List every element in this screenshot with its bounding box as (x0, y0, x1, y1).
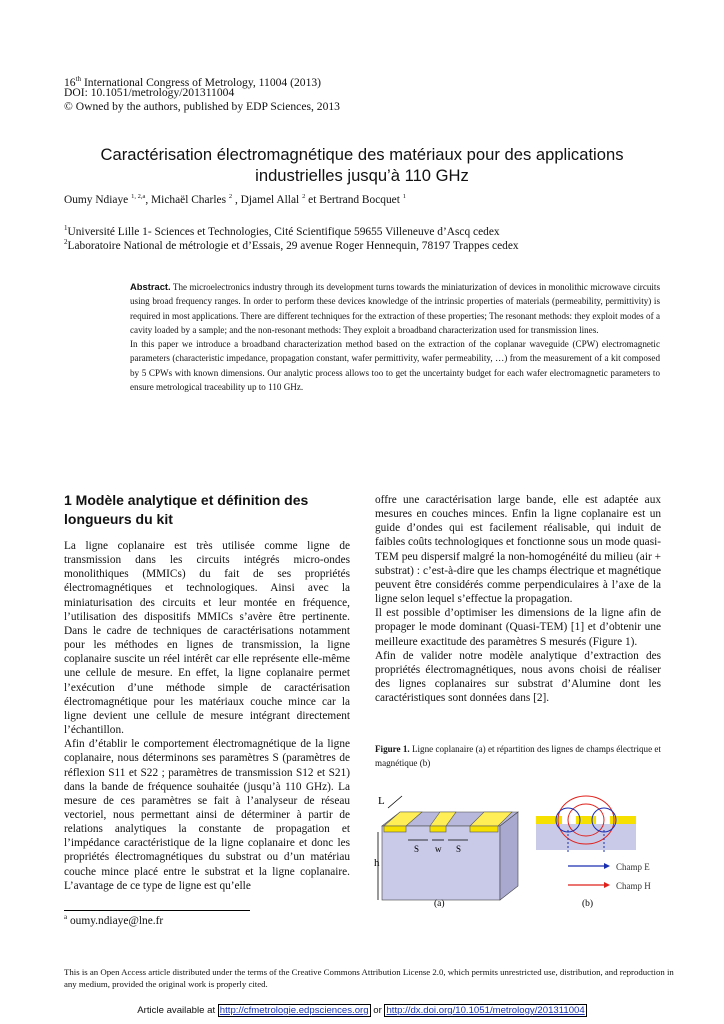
doi-link[interactable]: http://dx.doi.org/10.1051/metrology/201311004 (386, 1005, 585, 1016)
author-name: , Michaël Charles (145, 193, 227, 206)
panel-b-label: (b) (582, 899, 594, 909)
coplanar-line-diagram (374, 795, 518, 909)
field-lines-diagram (536, 796, 651, 909)
author-affiliation-sup: 2 (302, 193, 306, 200)
author-affiliation-sup: 1 (402, 193, 406, 200)
section-heading: 1 Modèle analytique et définition des longueurs du kit (64, 492, 309, 527)
journal-link[interactable]: http://cfmetrologie.edpsciences.org (219, 1005, 369, 1016)
label-S1: S (414, 844, 420, 854)
title-line-1: Caractérisation électromagnétique des matériaux pour des applications (100, 145, 624, 164)
field-signal (576, 816, 596, 824)
length-arrow (388, 796, 402, 808)
body-paragraph: offre une caractérisation large bande, elle est adaptée aux mesures en couches minces. Enfin la ligne coplanaire est un guide d’ondes qui est facilement réalisable, qui induit de faibles coûts technologiques et fonctionne sous un mode quasi-TEM peu dispersif malgré la non-homogénéité du milieu (air + substrat) : c’est-à-dire que les champs électrique et magnétique peuvent être considérés comme perpendiculaires à l’axe de la ligne selon lequel s’effectue la propagation. (375, 494, 661, 606)
congress-sup: th (75, 75, 82, 83)
abstract-paragraph-2: In this paper we introduce a broadband characterization method based on the extraction of the coplanar waveguide (CPW) electromagnetic parameters (characteristic impedance, propagation constant, wafer permittivity, wafer permeability, …) from the measurement of a kit composed by 5 CPWs with known dimensions. Our analytic process allows too to get the uncertainty budget for each wafer electromagnetic parameters to ensure metrological traceability up to 110 GHz. (130, 339, 660, 393)
figure-caption-text: Ligne coplanaire (a) et répartition des lignes de champs électrique et magnétique (b) (375, 744, 661, 768)
doi-line: DOI: 10.1051/metrology/201311004 (64, 86, 235, 99)
body-paragraph: La ligne coplanaire est très utilisée comme ligne de transmission dans les circuits intégrés micro-ondes monolithiques (MMICs) du fait de ses propriétés électromagnétiques et technologiques. Ainsi avec la miniaturisation des circuits et leur montée en fréquence, l’utilisation des dispositifs MMICs s’avère être pertinente. Dans le cadre de techniques de caractérisations notamment pour les méthodes en lignes de transmission, la ligne coplanaire suscite un réel intérêt car elle représente elle-même une cellule de mesure. En effet, la ligne coplanaire permet l’exécution d’une méthode simple de caractérisation électromagnétique pour les matériaux couche mince car la ligne devient une cellule de mesure intégrant directement l’échantillon. (64, 540, 350, 737)
affiliation-sup: 1 (64, 224, 68, 232)
figure-1 (372, 786, 664, 910)
footnote-rule (64, 910, 250, 911)
panel-a-label: (a) (434, 899, 445, 909)
field-substrate (536, 824, 636, 850)
ground-conductor-right-front (470, 826, 498, 832)
right-column (375, 493, 661, 705)
label-h: h (374, 857, 380, 869)
availability-line (40, 1005, 684, 1016)
abstract-paragraph-1 (130, 280, 660, 337)
affiliation-text: Laboratoire National de métrologie et d’Essais, 29 avenue Roger Hennequin, 78197 Trappes cedex (67, 239, 519, 252)
affiliation-text: Université Lille 1- Sciences et Technologies, Cité Scientifique 59655 Villeneuve d’Ascq cedex (67, 225, 500, 238)
affiliation-2 (64, 235, 519, 253)
label-w: w (435, 844, 442, 854)
author-name: Oumy Ndiaye (64, 193, 129, 206)
affiliation-sup: 2 (64, 238, 68, 246)
left-column (64, 539, 350, 893)
abstract-text: The microelectronics industry through its development turns towards the miniaturization of devices in monolithic microwave circuits using broad frequency ranges. In order to perform these devices knowledge of the intrinsic properties of materials (permeability, permittivity) is required in most applications. There are different techniques for the extraction of these properties; The resonant methods: they exploit modes of a cavity loaded by a sample; and the non-resonant methods: They exploit a broadband characterization used for transmission lines. (130, 282, 660, 335)
congress-title: International Congress of Metrology, 11004 (2013) (81, 75, 322, 89)
footnote (64, 913, 163, 927)
abstract (130, 280, 660, 394)
availability-separator: or (370, 1005, 385, 1016)
label-S2: S (456, 844, 462, 854)
copyright-line (64, 100, 340, 114)
substrate-side (500, 812, 518, 900)
paper-title (40, 144, 684, 186)
copyright-symbol: © (64, 100, 73, 113)
body-paragraph: Il est possible d’optimiser les dimensions de la ligne afin de propager le mode dominant (Quasi-TEM) [1] et d’obtenir une meilleure exactitude des paramètres S mesurés (Figure 1). (375, 607, 661, 648)
author-affiliation-sup: 2 (228, 193, 233, 200)
ground-conductor-left-front (384, 826, 406, 832)
substrate-body (382, 826, 500, 900)
signal-conductor-front (430, 826, 446, 832)
availability-prefix: Article available at (137, 1005, 218, 1016)
body-paragraph: Afin d’établir le comportement électromagnétique de la ligne coplanaire, nous déterminons ses paramètres S (paramètres de réflexion S11 et S22 ; paramètres de transmission S12 et S21) dans la bande de fréquence souhaitée (jusqu’à 110 GHz). La mesure de ces paramètres se fait à l’analyseur de réseau vectoriel, nous permettant ainsi de déterminer à partir de relations analytiques la constante de propagation et l’impédance caractéristique de la ligne coplanaire et donc les propriétés électromagnétiques du substrat ou d’un matériau couche mince placé entre le substrat et la ligne coplanaire. L’avantage de ce type de ligne est qu’elle (64, 738, 350, 892)
abstract-label: Abstract. (130, 281, 171, 292)
title-line-2: industrielles jusqu’à 110 GHz (255, 166, 469, 185)
copyright-text: Owned by the authors, published by EDP Sciences, 2013 (72, 100, 340, 113)
legend-e-arrowhead (604, 863, 610, 869)
legend-h-label: Champ H (616, 881, 651, 891)
legend-e-label: Champ E (616, 862, 650, 872)
license-notice: This is an Open Access article distributed under the terms of the Creative Commons Attribution License 2.0, which permits unrestricted use, distribution, and reproduction in any medium, provided the original work is properly cited. (64, 967, 674, 989)
congress-number: 16 (64, 75, 76, 89)
legend-h-arrowhead (604, 882, 610, 888)
footnote-email: oumy.ndiaye@lne.fr (69, 914, 164, 927)
author-name: , Djamel Allal (232, 193, 300, 206)
label-L: L (378, 795, 385, 807)
author-affiliation-sup: 1, 2,a (131, 193, 146, 200)
figure-label: Figure 1. (375, 744, 410, 754)
body-paragraph: Afin de valider notre modèle analytique d’extraction des propriétés électromagnétiques, nous avons choisi de réaliser des lignes coplanaires sur substrat d’Alumine dont les caractéristiques sont données dans [2]. (375, 649, 661, 705)
footnote-sup: a (64, 913, 68, 921)
figure-caption (375, 742, 661, 770)
author-list (64, 193, 406, 206)
author-name: et Bertrand Bocquet (305, 193, 400, 206)
